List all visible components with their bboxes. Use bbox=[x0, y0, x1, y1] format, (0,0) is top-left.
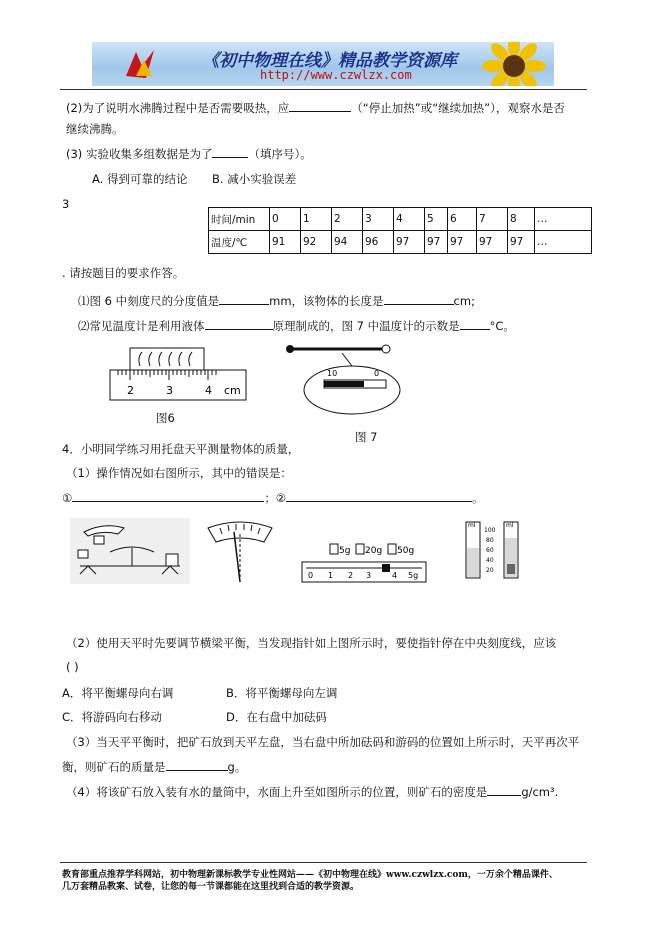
pointer-scale bbox=[202, 518, 278, 584]
table-cell: 7 bbox=[477, 208, 508, 231]
q2-line-1 bbox=[66, 100, 565, 115]
s2-blank-2 bbox=[460, 318, 490, 330]
q3-option-b: B. 减小实验误差 bbox=[212, 172, 297, 186]
s2-blank-1 bbox=[205, 318, 273, 330]
q3-text: (3) 实验收集多组数据是为了 bbox=[66, 147, 213, 161]
figure-7-caption: 图 7 bbox=[355, 430, 378, 444]
table-cell: 97 bbox=[425, 231, 448, 254]
cylinder-unit: ml bbox=[506, 522, 514, 529]
q3-option-a: A. 得到可靠的结论 bbox=[92, 172, 188, 186]
q4-blank-2 bbox=[286, 490, 472, 502]
s2-line bbox=[78, 318, 515, 333]
s2-text-c: °C。 bbox=[489, 319, 515, 333]
q4-1-blanks bbox=[62, 490, 484, 505]
cylinder-label: 20 bbox=[486, 567, 494, 574]
table-cell: 5 bbox=[425, 208, 448, 231]
sunflower-icon bbox=[472, 42, 554, 86]
s1-blank-2 bbox=[384, 293, 454, 305]
data-table bbox=[208, 207, 592, 254]
rider-label: 1 bbox=[328, 571, 334, 580]
q4-3-text-b: 衡，则矿石的质量是 bbox=[62, 760, 166, 774]
q4-2-text: （2）使用天平时先要调节横梁平衡，当发现指针如上图所示时，要使指针停在中央刻度线，应该 bbox=[66, 636, 557, 650]
cylinder-label: 80 bbox=[486, 537, 494, 544]
table-cell: 0 bbox=[270, 208, 301, 231]
q4-2-paren: ( ) bbox=[66, 660, 79, 674]
q4-text: 4．小明同学练习用托盘天平测量物体的质量， bbox=[62, 442, 300, 456]
ruler-label: 4 bbox=[205, 384, 212, 397]
table-cell: 97 bbox=[508, 231, 535, 254]
ruler-label: 3 bbox=[166, 384, 173, 397]
cylinder-unit: ml bbox=[468, 522, 476, 529]
q3-line bbox=[66, 146, 312, 161]
header-url: http://www.czwlzx.com bbox=[260, 68, 412, 82]
header-divider bbox=[60, 89, 587, 90]
option-c: C．将游码向右移动 bbox=[62, 710, 163, 724]
table-cell: 3 bbox=[363, 208, 394, 231]
table-cell: 97 bbox=[448, 231, 477, 254]
q4-3-text-c: g。 bbox=[227, 760, 247, 774]
cylinder-label: 60 bbox=[486, 547, 494, 554]
s1-text-c: cm; bbox=[453, 294, 475, 308]
thermo-label: 10 bbox=[327, 369, 338, 378]
q2-text-a: (2)为了说明水沸腾过程中是否需要吸热，应 bbox=[66, 101, 290, 115]
thermometer-figure-7 bbox=[282, 340, 412, 416]
mark-2: ；② bbox=[264, 491, 287, 505]
rider-label: 3 bbox=[366, 571, 372, 580]
q4-3-line bbox=[62, 759, 246, 774]
weights-and-rider bbox=[300, 540, 430, 586]
q4-4-text-a: （4）将该矿石放入装有水的量筒中，水面上升至如图所示的位置，则矿石的密度是 bbox=[66, 785, 488, 799]
table-cell: 91 bbox=[270, 231, 301, 254]
table-cell: 1 bbox=[301, 208, 332, 231]
thermo-label: 0 bbox=[374, 369, 380, 378]
table-cell: 6 bbox=[448, 208, 477, 231]
figure-6-caption: 图6 bbox=[156, 411, 175, 425]
table-row-time bbox=[209, 208, 592, 231]
option-a: A．将平衡螺母向右调 bbox=[62, 686, 174, 700]
q4-4-line bbox=[66, 784, 558, 799]
q2-blank bbox=[289, 100, 351, 112]
logo-icon bbox=[122, 46, 158, 82]
table-row-temp bbox=[209, 231, 592, 254]
table-cell: … bbox=[535, 208, 592, 231]
table-cell: 97 bbox=[477, 231, 508, 254]
end-mark: 。 bbox=[472, 491, 484, 505]
q3-text-b: （填序号）。 bbox=[248, 147, 312, 161]
option-d: D．在右盘中加砝码 bbox=[226, 710, 327, 724]
table-cell: 4 bbox=[394, 208, 425, 231]
weight-label: 50g bbox=[397, 546, 415, 556]
s1-blank-1 bbox=[219, 293, 269, 305]
table-cell: 8 bbox=[508, 208, 535, 231]
footer-line-1: 教育部重点推荐学科网站，初中物理新课标教学专业性网站——《初中物理在线》www.czwlzx.com，一万余个精品课件、 bbox=[62, 870, 558, 880]
q4-blank-1 bbox=[72, 490, 264, 502]
q3-blank bbox=[212, 146, 248, 158]
q4-1-text: （1）操作情况如右图所示，其中的错误是： bbox=[66, 466, 292, 480]
s2-text-a: ⑵常见温度计是利用液体 bbox=[78, 319, 205, 333]
table-cell: 97 bbox=[394, 231, 425, 254]
cylinder-label: 40 bbox=[486, 557, 494, 564]
s1-text-b: mm，该物体的长度是 bbox=[269, 294, 384, 308]
footer-divider bbox=[60, 862, 587, 863]
ruler-figure-6 bbox=[108, 346, 250, 402]
section-intro: . 请按题目的要求作答。 bbox=[62, 266, 185, 280]
q2-text-b: （“停止加热”或“继续加热”），观察水是否 bbox=[351, 101, 565, 115]
mark-1: ① bbox=[62, 491, 73, 505]
rider-label: 5g bbox=[408, 571, 419, 580]
balance-illustration bbox=[70, 518, 190, 584]
header-title: 《初中物理在线》精品教学资源库 bbox=[202, 51, 457, 71]
q2-text-c: 继续沸腾。 bbox=[66, 122, 124, 136]
q4-4-text-b: g/cm³. bbox=[521, 785, 559, 799]
q4-4-blank bbox=[487, 784, 521, 796]
rider-label: 2 bbox=[348, 571, 354, 580]
s1-line bbox=[78, 293, 475, 308]
ruler-label: 2 bbox=[127, 384, 134, 397]
table-cell: 2 bbox=[332, 208, 363, 231]
footer-line-2: 几万套精品教案、试卷，让您的每一节课都能在这里找到合适的教学资源。 bbox=[62, 882, 360, 892]
table-cell: 96 bbox=[363, 231, 394, 254]
rider-label: 4 bbox=[392, 571, 398, 580]
table-cell: 温度/℃ bbox=[209, 231, 270, 254]
s1-text-a: ⑴图 6 中刻度尺的分度值是 bbox=[78, 294, 220, 308]
header-banner bbox=[92, 42, 554, 86]
table-cell: 94 bbox=[332, 231, 363, 254]
weight-label: 20g bbox=[365, 546, 383, 556]
s2-text-b: 原理制成的，图 7 中温度计的示数是 bbox=[272, 319, 460, 333]
table-cell: … bbox=[535, 231, 592, 254]
q4-3-blank bbox=[166, 759, 228, 771]
weight-label: 5g bbox=[339, 546, 351, 556]
ruler-label: cm bbox=[224, 384, 241, 397]
question-number-3: 3 bbox=[62, 197, 70, 211]
option-b: B．将平衡螺母向左调 bbox=[226, 686, 338, 700]
graduated-cylinders bbox=[462, 518, 526, 582]
table-cell: 92 bbox=[301, 231, 332, 254]
table-cell: 时间/min bbox=[209, 208, 270, 231]
rider-label: 0 bbox=[308, 571, 314, 580]
q4-3-text: （3）当天平平衡时，把矿石放到天平左盘，当右盘中所加砝码和游码的位置如上所示时，天平再次平 bbox=[66, 735, 580, 749]
cylinder-label: 100 bbox=[484, 527, 496, 534]
